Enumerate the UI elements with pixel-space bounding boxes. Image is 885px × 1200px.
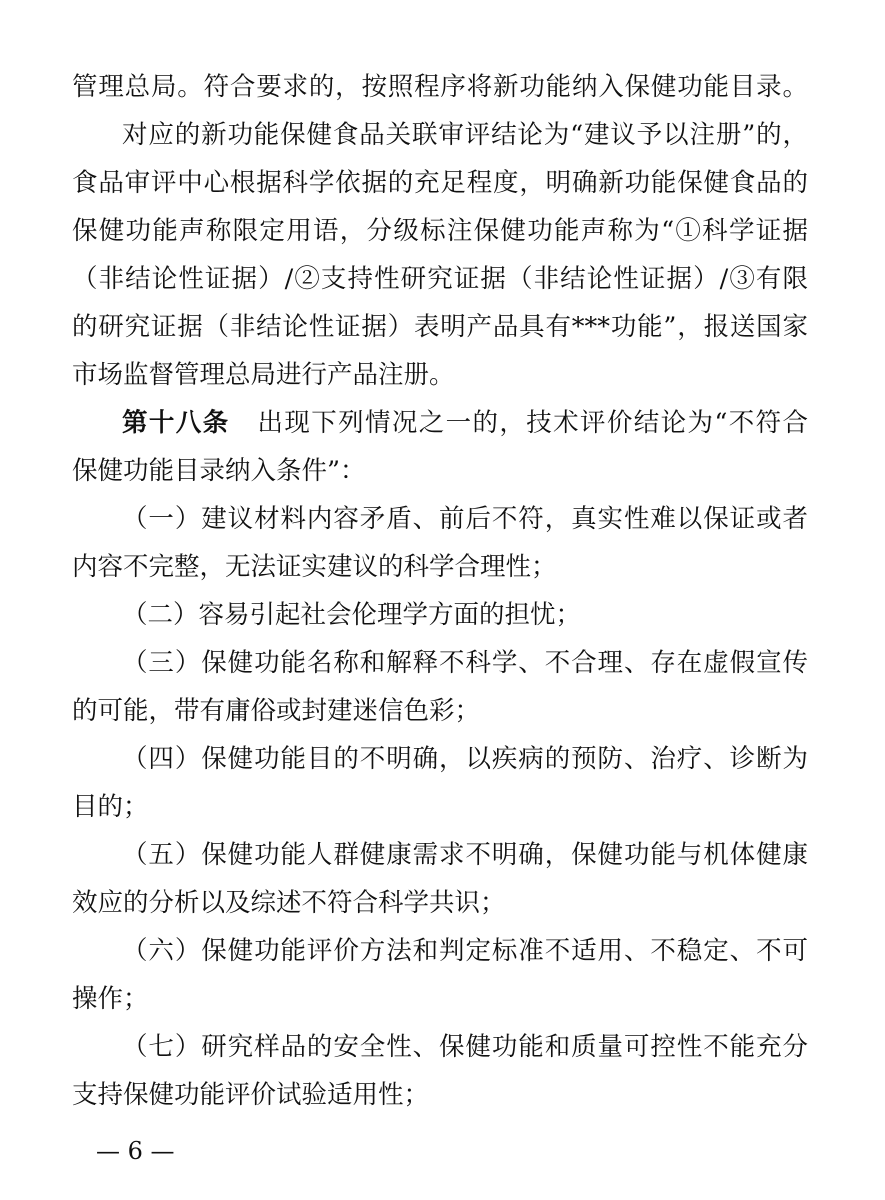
- paragraph-line: 对应的新功能保健食品关联审评结论为“建议予以注册”的，: [122, 120, 808, 150]
- paragraph-line: 保健功能声称限定用语，分级标注保健功能声称为“①科学证据: [72, 216, 808, 246]
- list-item-continuation: 目的；: [72, 792, 149, 822]
- list-item: （二）容易引起社会伦理学方面的担忧；: [122, 600, 582, 630]
- paragraph-line: 市场监督管理总局进行产品注册。: [72, 360, 455, 390]
- page-number: — 6 —: [96, 1137, 175, 1165]
- list-item-continuation: 内容不完整，无法证实建议的科学合理性；: [72, 552, 557, 582]
- list-item-continuation: 效应的分析以及综述不符合科学共识；: [72, 888, 506, 918]
- list-item: （七）研究样品的安全性、保健功能和质量可控性不能充分: [122, 1032, 808, 1062]
- list-item: （四）保健功能目的不明确，以疾病的预防、治疗、诊断为: [122, 744, 808, 774]
- paragraph-line: 管理总局。符合要求的，按照程序将新功能纳入保健功能目录。: [72, 72, 808, 102]
- list-item: （一）建议材料内容矛盾、前后不符，真实性难以保证或者: [122, 504, 808, 534]
- list-item-continuation: 的可能，带有庸俗或封建迷信色彩；: [72, 696, 481, 726]
- list-item-continuation: 支持保健功能评价试验适用性；: [72, 1080, 430, 1110]
- paragraph-line: （非结论性证据）/②支持性研究证据（非结论性证据）/③有限: [72, 264, 808, 294]
- list-item-continuation: 操作；: [72, 984, 149, 1014]
- paragraph-line: 的研究证据（非结论性证据）表明产品具有***功能”，报送国家: [72, 312, 808, 342]
- article-18-line: [122, 399, 808, 447]
- article-18-continuation: 保健功能目录纳入条件”：: [72, 456, 366, 486]
- list-item: （六）保健功能评价方法和判定标准不适用、不稳定、不可: [122, 936, 808, 966]
- paragraph-line: 食品审评中心根据科学依据的充足程度，明确新功能保健食品的: [72, 168, 808, 198]
- article-heading: 第十八条: [122, 408, 230, 438]
- article-text: 出现下列情况之一的，技术评价结论为“不符合: [257, 408, 808, 438]
- list-item: （五）保健功能人群健康需求不明确，保健功能与机体健康: [122, 840, 808, 870]
- list-item: （三）保健功能名称和解释不科学、不合理、存在虚假宣传: [122, 648, 808, 678]
